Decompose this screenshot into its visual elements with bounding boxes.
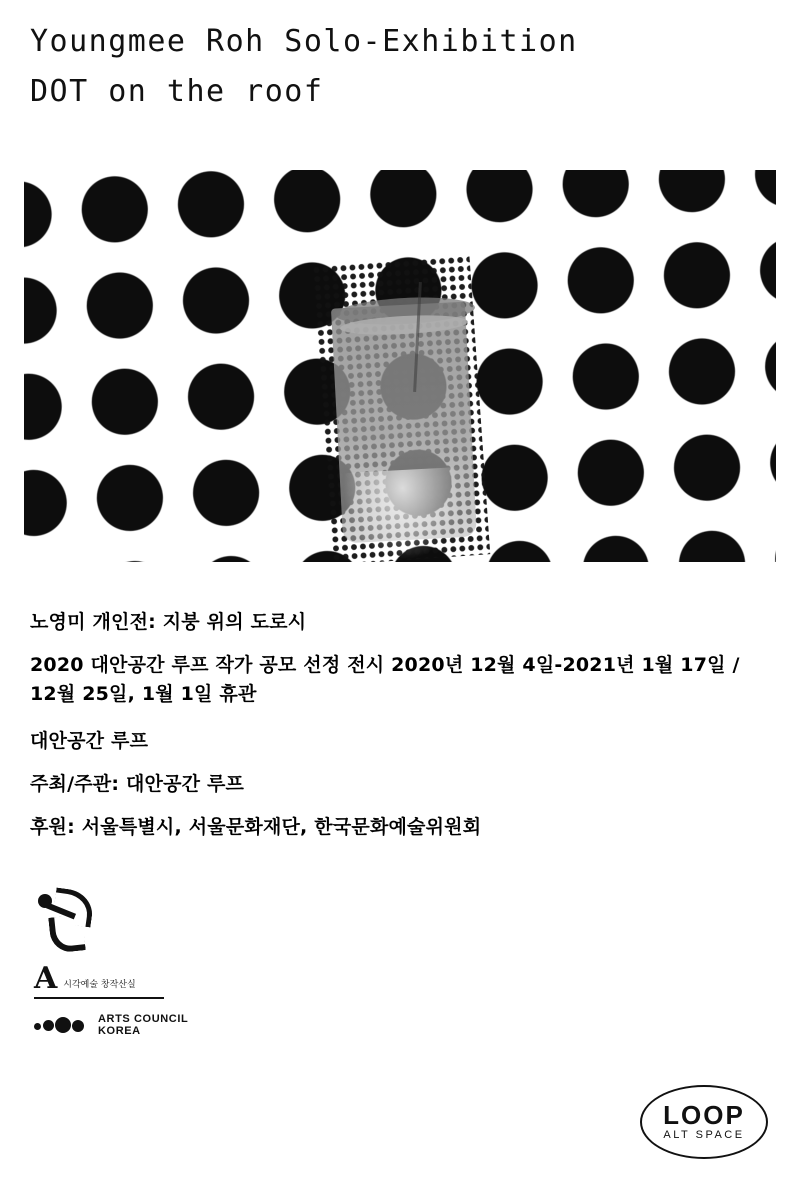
arko-blob-4 (72, 1020, 84, 1032)
arko-logo-text (98, 1013, 188, 1037)
poster-title-line-2: DOT on the roof (30, 74, 324, 109)
exhibition-sponsor-ko: 후원: 서울특별시, 서울문화재단, 한국문화예술위원회 (30, 816, 482, 838)
arko-blob-1 (34, 1023, 41, 1030)
loop-badge-name: LOOP (663, 1100, 745, 1130)
sponsor-logos (34, 890, 434, 1051)
arko-blob-3 (55, 1017, 71, 1033)
kcc-hook-shape (48, 914, 86, 953)
poster-title-block (30, 22, 770, 112)
sac-logo (34, 961, 164, 999)
arko-blob-2 (43, 1020, 54, 1031)
arko-logo-line-2: KOREA (98, 1025, 141, 1037)
exhibition-title-ko: 노영미 개인전: 지붕 위의 도로시 (30, 611, 307, 633)
sac-logo-row (34, 961, 434, 999)
glass-highlight (342, 467, 467, 562)
exhibition-info (30, 608, 770, 856)
loop-badge-subtitle: ALT SPACE (663, 1129, 745, 1141)
sac-logo-label: 시각예술 창작산실 (63, 980, 136, 990)
korean-culture-logo-row (34, 890, 434, 950)
loop-alt-space-badge (640, 1085, 768, 1159)
arko-logo-row (34, 1013, 434, 1037)
exhibition-dates-ko: 2020 대안공간 루프 작가 공모 선정 전시 2020년 12월 4일-2021년 1월 17일 / 12월 25일, 1월 1일 휴관 (30, 654, 740, 705)
arko-logo (34, 1013, 188, 1037)
arko-logo-line-1: ARTS COUNCIL (98, 1013, 189, 1025)
exhibition-organizer-ko: 주최/주관: 대안공간 루프 (30, 773, 245, 795)
exhibition-venue-ko: 대안공간 루프 (30, 730, 149, 752)
arko-blobs-icon (34, 1016, 90, 1034)
poster-title-line-1: Youngmee Roh Solo-Exhibition (30, 24, 578, 59)
sac-letter-mark: A (34, 961, 58, 996)
artwork-image (24, 170, 776, 562)
korean-culture-icon (34, 890, 98, 950)
